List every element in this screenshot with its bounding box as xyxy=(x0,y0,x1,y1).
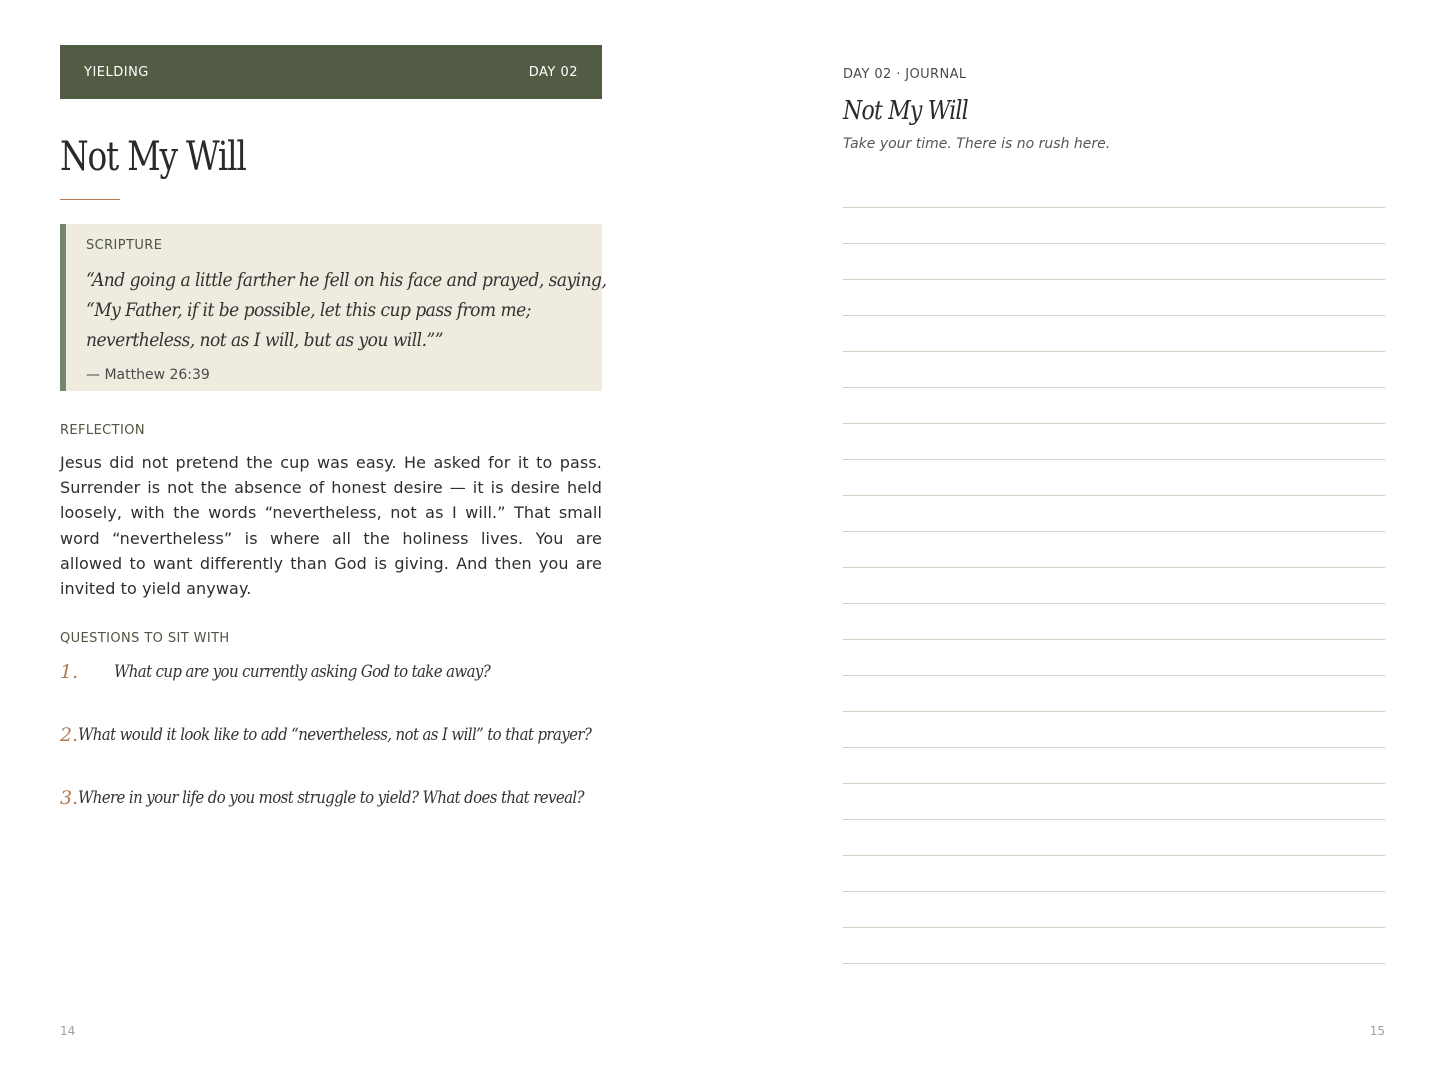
journal-writing-line[interactable] xyxy=(843,676,1385,712)
journal-writing-line[interactable] xyxy=(843,532,1385,568)
question-text: What would it look like to add “nevertheless, not as I will” to that prayer? xyxy=(78,725,592,746)
question-text: Where in your life do you most struggle to yield? What does that reveal? xyxy=(78,788,585,809)
question-text: What cup are you currently asking God to take away? xyxy=(114,662,491,683)
journal-writing-line[interactable] xyxy=(843,712,1385,748)
journal-writing-line[interactable] xyxy=(843,424,1385,460)
journal-writing-line[interactable] xyxy=(843,460,1385,496)
journal-writing-line[interactable] xyxy=(843,388,1385,424)
page-number-right: 15 xyxy=(1369,1024,1385,1038)
journal-writing-line[interactable] xyxy=(843,820,1385,856)
questions-label: QUESTIONS TO SIT WITH xyxy=(60,631,230,647)
title-divider xyxy=(60,199,120,200)
reflection-label: REFLECTION xyxy=(60,423,145,438)
journal-writing-line[interactable] xyxy=(843,640,1385,676)
journal-writing-line[interactable] xyxy=(843,568,1385,604)
page-number-left: 14 xyxy=(60,1024,76,1038)
journal-writing-line[interactable] xyxy=(843,856,1385,892)
scripture-box xyxy=(60,224,607,391)
scripture-line: “My Father, if it be possible, let this cup pass from me; xyxy=(86,299,531,321)
journal-writing-line[interactable] xyxy=(843,316,1385,352)
scripture-label: SCRIPTURE xyxy=(86,238,163,253)
journal-writing-line[interactable] xyxy=(843,172,1385,208)
question-number: 2. xyxy=(60,724,79,747)
journal-hint: Take your time. There is no rush here. xyxy=(843,136,1111,152)
journal-label: DAY 02 · JOURNAL xyxy=(843,67,967,82)
journal-writing-line[interactable] xyxy=(843,748,1385,784)
journal-writing-line[interactable] xyxy=(843,352,1385,388)
journal-writing-line[interactable] xyxy=(843,892,1385,928)
journal-writing-line[interactable] xyxy=(843,244,1385,280)
scripture-line: “And going a little farther he fell on his face and prayed, saying, xyxy=(86,269,607,291)
journal-writing-line[interactable] xyxy=(843,784,1385,820)
theme-label: YIELDING xyxy=(84,64,149,80)
questions-list xyxy=(60,660,602,849)
question-item xyxy=(60,723,602,786)
scripture-quote xyxy=(86,265,608,355)
journal-title: Not My Will xyxy=(843,96,968,126)
journal-writing-line[interactable] xyxy=(843,604,1385,640)
journal-writing-line[interactable] xyxy=(843,208,1385,244)
journal-writing-line[interactable] xyxy=(843,496,1385,532)
question-number: 3. xyxy=(60,787,79,810)
day-label: DAY 02 xyxy=(528,64,578,80)
page-title: Not My Will xyxy=(60,134,246,180)
question-number: 1. xyxy=(60,661,79,684)
left-page xyxy=(60,45,607,849)
scripture-line: nevertheless, not as I will, but as you will.”” xyxy=(86,329,443,351)
day-header-bar xyxy=(60,45,602,99)
question-item xyxy=(60,660,602,723)
journal-writing-line[interactable] xyxy=(843,928,1385,964)
scripture-reference: — Matthew 26:39 xyxy=(86,367,210,383)
right-page xyxy=(843,45,1385,964)
journal-lines[interactable] xyxy=(843,172,1385,964)
question-item xyxy=(60,786,602,849)
reflection-text: Jesus did not pretend the cup was easy. He asked for it to pass. Surrender is not the absence of honest desire — it is desire held loosely, with the words “nevertheless, not as I will.” That small word “nevertheless” is where all the holiness lives. You are allowed to want differently than God is giving. And then you are invited to yield anyway. xyxy=(60,453,602,599)
journal-writing-line[interactable] xyxy=(843,280,1385,316)
